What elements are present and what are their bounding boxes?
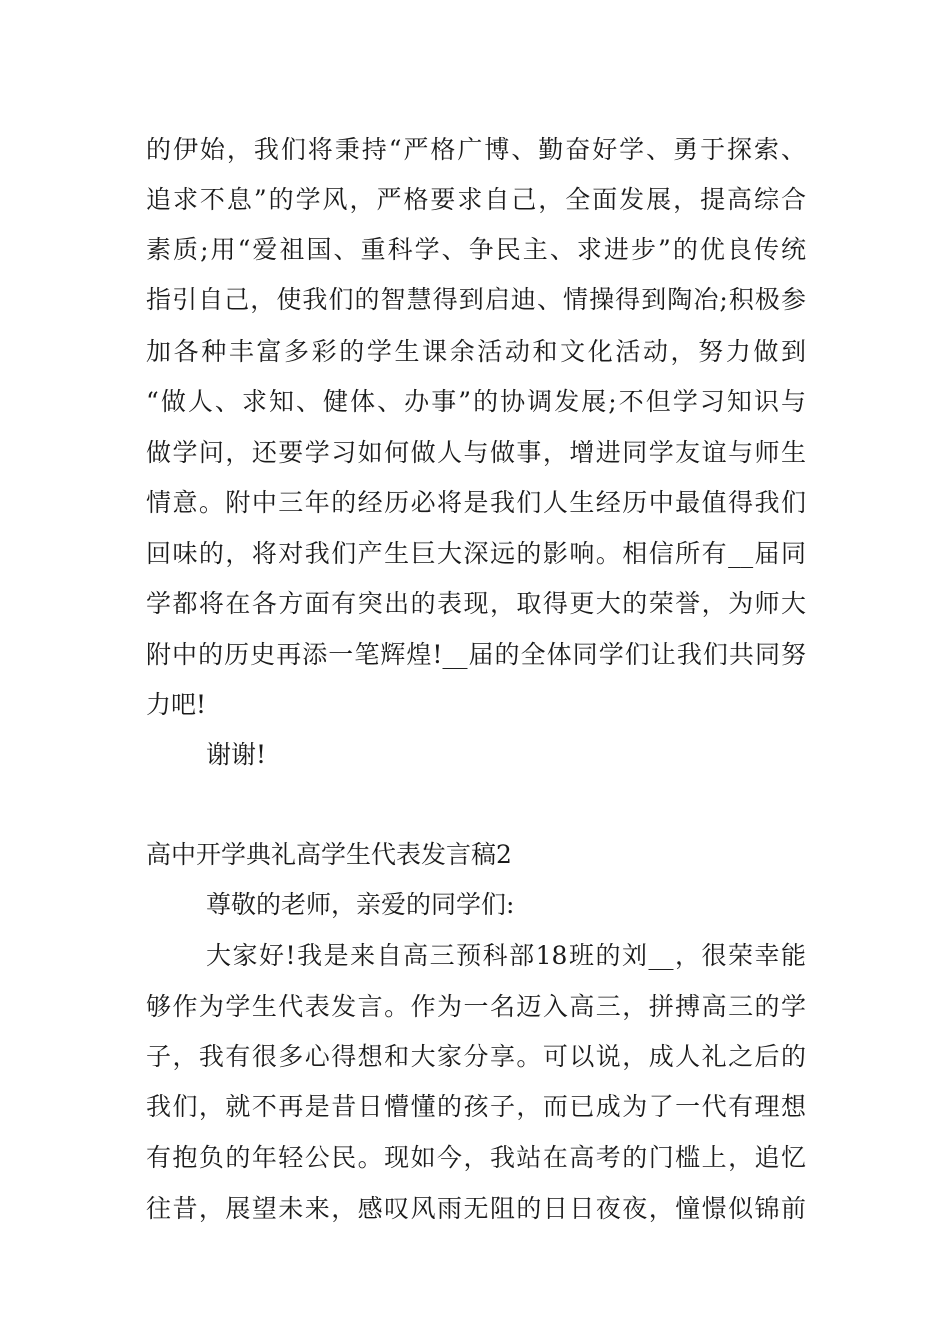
paragraph-1-line-9: 回味的，将对我们产生巨大深远的影响。相信所有__届同 (146, 539, 806, 568)
paragraph-1-line-8: 情意。附中三年的经历必将是我们人生经历中最值得我们 (146, 488, 806, 517)
paragraph-1-line-4: 指引自己，使我们的智慧得到启迪、情操得到陶冶;积极参 (146, 285, 806, 314)
paragraph-2-line-4: 我们，就不再是昔日懵懂的孩子，而已成为了一代有理想 (146, 1092, 806, 1121)
paragraph-1-line-12: 力吧! (146, 690, 207, 719)
paragraph-2-line-2: 够作为学生代表发言。作为一名迈入高三，拼搏高三的学 (146, 992, 806, 1021)
paragraph-2-line-5: 有抱负的年轻公民。现如今，我站在高考的门槛上，追忆 (146, 1143, 806, 1172)
paragraph-1-line-3: 素质;用“爱祖国、重科学、争民主、求进步”的优良传统 (146, 235, 806, 264)
paragraph-1-line-5: 加各种丰富多彩的学生课余活动和文化活动，努力做到 (146, 337, 806, 366)
paragraph-1-line-1: 的伊始，我们将秉持“严格广博、勤奋好学、勇于探索、 (146, 135, 806, 164)
paragraph-1-line-6: “做人、求知、健体、办事”的协调发展;不但学习知识与 (146, 387, 806, 416)
paragraph-2-line-1: 大家好!我是来自高三预科部18班的刘__，很荣幸能 (206, 941, 806, 970)
paragraph-1-line-11: 附中的历史再添一笔辉煌!__届的全体同学们让我们共同努 (146, 640, 806, 669)
paragraph-2-line-6: 往昔，展望未来，感叹风雨无阻的日日夜夜，憧憬似锦前 (146, 1194, 806, 1223)
paragraph-2-line-3: 子，我有很多心得想和大家分享。可以说，成人礼之后的 (146, 1042, 806, 1071)
salutation-line: 尊敬的老师，亲爱的同学们: (206, 890, 515, 919)
section-title: 高中开学典礼高学生代表发言稿2 (146, 840, 512, 869)
paragraph-1-line-7: 做学问，还要学习如何做人与做事，增进同学友谊与师生 (146, 438, 806, 467)
paragraph-1-line-2: 追求不息”的学风，严格要求自己，全面发展，提高综合 (146, 185, 806, 214)
paragraph-1-line-10: 学都将在各方面有突出的表现，取得更大的荣誉，为师大 (146, 589, 806, 618)
thanks-line: 谢谢! (206, 740, 267, 769)
